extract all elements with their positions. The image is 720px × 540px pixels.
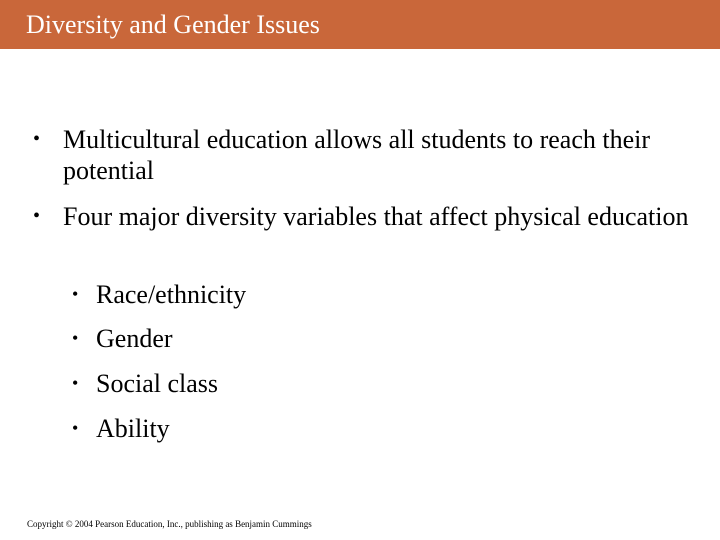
sub-bullet-item: Social class [96, 369, 219, 398]
slide-title: Diversity and Gender Issues [26, 10, 320, 39]
bullet-item: Multicultural education allows all students to reach their potential [63, 125, 651, 185]
sub-bullet-item: Ability [96, 414, 170, 443]
copyright-footer: Copyright © 2004 Pearson Education, Inc., publishing as Benjamin Cummings [27, 519, 312, 529]
sub-bullet-marker: • [72, 328, 79, 348]
sub-bullet-item: Gender [96, 324, 173, 353]
sub-bullet-marker: • [72, 373, 79, 393]
bullet-marker: • [33, 205, 41, 227]
title-bar [0, 0, 720, 49]
bullet-item: Four major diversity variables that affect physical education [63, 202, 689, 231]
sub-bullet-item: Race/ethnicity [96, 280, 247, 309]
bullet-marker: • [33, 128, 41, 150]
sub-bullet-marker: • [72, 418, 79, 438]
sub-bullet-marker: • [72, 284, 79, 304]
